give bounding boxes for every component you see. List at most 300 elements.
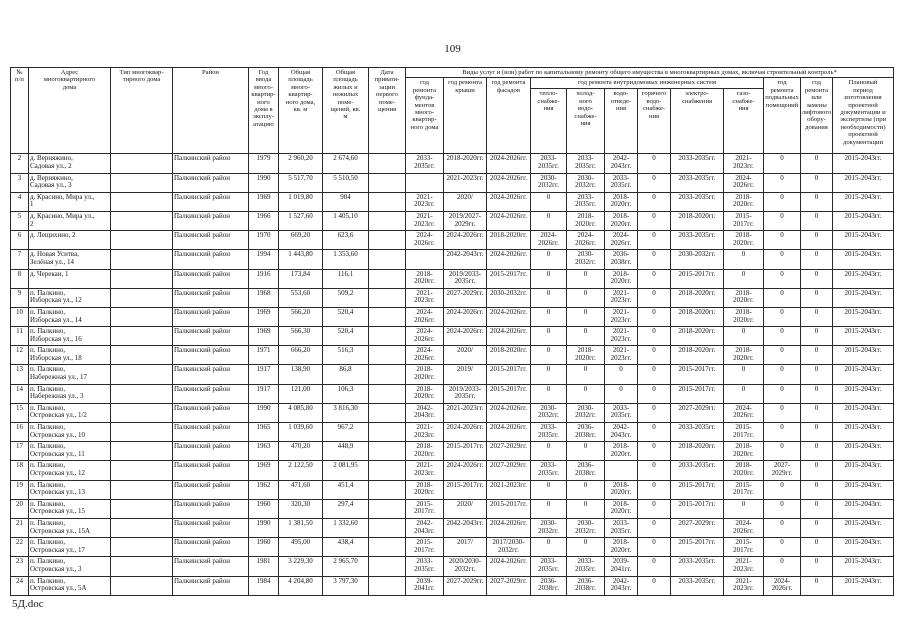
cell-cold-water-repair: 2018-2020гг. — [567, 211, 605, 230]
cell-facade-repair: 2015-2017гг. — [487, 269, 531, 288]
cell-number: 5 — [11, 211, 29, 230]
cell-address: д. Верняжино, Садовая ул., 3 — [29, 173, 111, 192]
cell-gas-repair: 2018-2020гг. — [724, 307, 764, 326]
cell-gas-repair: 2024-2026гг. — [724, 173, 764, 192]
cell-basement-repair: 2024-2026гг. — [764, 576, 801, 595]
cell-privatization-date — [369, 307, 406, 326]
cell-drainage-repair: 2021-2023гг. — [605, 327, 638, 346]
cell-year-built: 1990 — [249, 403, 279, 422]
cell-heating-repair: 0 — [531, 192, 567, 211]
cell-district: Палкинский район — [173, 173, 249, 192]
cell-number: 23 — [11, 557, 29, 576]
cell-hot-water-repair: 0 — [638, 442, 671, 461]
cell-drainage-repair: 2042-2043гг. — [605, 423, 638, 442]
header-facade-repair: год ремонта фасадов — [487, 78, 531, 154]
cell-cold-water-repair: 0 — [567, 269, 605, 288]
cell-gas-repair: 2015-2017гг. — [724, 480, 764, 499]
cell-drainage-repair: 2018-2020гг. — [605, 442, 638, 461]
cell-basement-repair: 0 — [764, 231, 801, 250]
cell-foundation-repair: 2018-2020гг. — [406, 384, 444, 403]
cell-hot-water-repair: 0 — [638, 288, 671, 307]
cell-gas-repair: 0 — [724, 269, 764, 288]
cell-elevator-repair: 0 — [801, 423, 833, 442]
cell-design-period: 2015-2043гг. — [833, 480, 894, 499]
cell-premises-area: 623,6 — [323, 231, 369, 250]
cell-hot-water-repair: 0 — [638, 384, 671, 403]
cell-address: п. Палкино, Островская ул., 15 — [29, 499, 111, 518]
cell-cold-water-repair: 2033-2035гг. — [567, 192, 605, 211]
table-header — [11, 68, 894, 154]
cell-year-built: 1960 — [249, 499, 279, 518]
cell-elevator-repair: 0 — [801, 403, 833, 422]
cell-roof-repair: 2024-2026гг. — [444, 327, 487, 346]
cell-cold-water-repair: 2030-2032гг. — [567, 250, 605, 269]
cell-facade-repair: 2024-2026гг. — [487, 518, 531, 537]
cell-elevator-repair: 0 — [801, 231, 833, 250]
cell-gas-repair: 0 — [724, 365, 764, 384]
cell-heating-repair: 2030-2032гг. — [531, 403, 567, 422]
cell-electricity-repair: 2033-2035гг. — [671, 423, 724, 442]
file-name-footer: 5Д.doc — [12, 598, 44, 610]
cell-year-built: 1970 — [249, 231, 279, 250]
cell-basement-repair: 0 — [764, 154, 801, 173]
cell-design-period: 2015-2043гг. — [833, 346, 894, 365]
header-basement-repair: год ремонта подвальных помещений — [764, 78, 801, 154]
cell-hot-water-repair: 0 — [638, 538, 671, 557]
cell-address: п. Палкино, Изборская ул., 14 — [29, 307, 111, 326]
cell-privatization-date — [369, 576, 406, 595]
cell-drainage-repair: 2018-2020гг. — [605, 538, 638, 557]
cell-hot-water-repair: 0 — [638, 231, 671, 250]
cell-electricity-repair: 2018-2020гг. — [671, 327, 724, 346]
cell-number: 8 — [11, 269, 29, 288]
cell-basement-repair: 0 — [764, 384, 801, 403]
cell-privatization-date — [369, 557, 406, 576]
cell-building-type — [111, 154, 173, 173]
cell-heating-repair: 0 — [531, 346, 567, 365]
cell-district: Палкинский район — [173, 442, 249, 461]
cell-district: Палкинский район — [173, 518, 249, 537]
cell-drainage-repair: 2039-2041гг. — [605, 557, 638, 576]
cell-elevator-repair: 0 — [801, 538, 833, 557]
cell-premises-area: 297,4 — [323, 499, 369, 518]
cell-hot-water-repair: 0 — [638, 250, 671, 269]
cell-drainage-repair: 2033-2035гг. — [605, 403, 638, 422]
cell-elevator-repair: 0 — [801, 442, 833, 461]
cell-year-built: 1917 — [249, 384, 279, 403]
cell-foundation-repair: 2021-2023гг. — [406, 192, 444, 211]
cell-basement-repair: 0 — [764, 480, 801, 499]
cell-building-type — [111, 327, 173, 346]
cell-year-built: 1969 — [249, 307, 279, 326]
cell-design-period: 2015-2043гг. — [833, 307, 894, 326]
cell-drainage-repair: 2033-2035гг. — [605, 518, 638, 537]
table-row — [11, 423, 894, 442]
cell-address: д. Черекаи, 1 — [29, 269, 111, 288]
header-elevator-repair: год ремонта или замены лифтового обору- дования — [801, 78, 833, 154]
cell-elevator-repair: 0 — [801, 269, 833, 288]
cell-heating-repair: 2033-2035гг. — [531, 461, 567, 480]
cell-number: 4 — [11, 192, 29, 211]
cell-premises-area: 509,2 — [323, 288, 369, 307]
cell-design-period: 2015-2043гг. — [833, 211, 894, 230]
cell-roof-repair: 2019/2033-2035гг. — [444, 384, 487, 403]
cell-electricity-repair: 2018-2020гг. — [671, 288, 724, 307]
cell-foundation-repair: 2021-2023гг. — [406, 423, 444, 442]
cell-district: Палкинский район — [173, 250, 249, 269]
cell-hot-water-repair: 0 — [638, 211, 671, 230]
header-electricity: электро- снабжения — [671, 89, 724, 154]
cell-total-area: 1 039,60 — [279, 423, 323, 442]
header-drainage: водо- отведе- ния — [605, 89, 638, 154]
table-row — [11, 327, 894, 346]
cell-electricity-repair: 2015-2017гг. — [671, 365, 724, 384]
cell-heating-repair: 2030-2032гг. — [531, 173, 567, 192]
cell-building-type — [111, 403, 173, 422]
cell-electricity-repair: 2033-2035гг. — [671, 173, 724, 192]
cell-district: Палкинский район — [173, 499, 249, 518]
header-premises-area: Общая площадь жилых и нежилых поме- щений, кв. м — [323, 68, 369, 154]
cell-roof-repair: 2042-2043гг. — [444, 250, 487, 269]
cell-heating-repair: 0 — [531, 499, 567, 518]
cell-gas-repair: 0 — [724, 250, 764, 269]
cell-district: Палкинский район — [173, 307, 249, 326]
table-row — [11, 518, 894, 537]
cell-heating-repair: 2030-2032гг. — [531, 518, 567, 537]
cell-design-period: 2015-2043гг. — [833, 442, 894, 461]
cell-roof-repair: 2015-2017гг. — [444, 442, 487, 461]
cell-total-area: 320,30 — [279, 499, 323, 518]
cell-foundation-repair: 2018-2020гг. — [406, 365, 444, 384]
cell-facade-repair: 2024-2026гг. — [487, 250, 531, 269]
cell-total-area: 666,20 — [279, 346, 323, 365]
cell-design-period: 2015-2043гг. — [833, 231, 894, 250]
cell-gas-repair: 2018-2020гг. — [724, 231, 764, 250]
cell-roof-repair: 2027-2029гг. — [444, 576, 487, 595]
cell-number: 16 — [11, 423, 29, 442]
table-row — [11, 442, 894, 461]
cell-building-type — [111, 231, 173, 250]
cell-facade-repair: 2015-2017гг. — [487, 365, 531, 384]
cell-total-area: 1 443,80 — [279, 250, 323, 269]
cell-building-type — [111, 442, 173, 461]
cell-elevator-repair: 0 — [801, 346, 833, 365]
header-hot-water: горячего водо- снабже- ния — [638, 89, 671, 154]
cell-building-type — [111, 346, 173, 365]
cell-design-period: 2015-2043гг. — [833, 461, 894, 480]
cell-building-type — [111, 480, 173, 499]
cell-elevator-repair: 0 — [801, 461, 833, 480]
cell-building-type — [111, 211, 173, 230]
cell-roof-repair: 2019/ — [444, 365, 487, 384]
cell-address: п. Палкино, Островская ул., 15А — [29, 518, 111, 537]
cell-premises-area: 1 332,60 — [323, 518, 369, 537]
table-row — [11, 384, 894, 403]
table-row — [11, 403, 894, 422]
cell-privatization-date — [369, 288, 406, 307]
cell-district: Палкинский район — [173, 192, 249, 211]
cell-gas-repair: 2021-2023гг. — [724, 154, 764, 173]
cell-hot-water-repair: 0 — [638, 499, 671, 518]
cell-district: Палкинский район — [173, 269, 249, 288]
cell-foundation-repair: 2021-2023гг. — [406, 461, 444, 480]
cell-total-area: 4 204,80 — [279, 576, 323, 595]
cell-elevator-repair: 0 — [801, 173, 833, 192]
cell-elevator-repair: 0 — [801, 192, 833, 211]
header-design-period: Плановый период изготовления проектной документации и экспертизы (при необходимости) проектной документации — [833, 78, 894, 154]
cell-privatization-date — [369, 403, 406, 422]
table-row — [11, 538, 894, 557]
cell-facade-repair: 2024-2026гг. — [487, 192, 531, 211]
cell-design-period: 2015-2043гг. — [833, 288, 894, 307]
table-row — [11, 499, 894, 518]
table-row — [11, 288, 894, 307]
cell-gas-repair: 2018-2020гг. — [724, 461, 764, 480]
cell-gas-repair: 2015-2017гг. — [724, 538, 764, 557]
cell-electricity-repair: 2027-2029гг. — [671, 403, 724, 422]
table-row — [11, 211, 894, 230]
cell-number: 15 — [11, 403, 29, 422]
cell-electricity-repair: 2033-2035гг. — [671, 461, 724, 480]
cell-total-area: 669,20 — [279, 231, 323, 250]
cell-number: 24 — [11, 576, 29, 595]
cell-address: д. Верняжино, Садовая ул., 2 — [29, 154, 111, 173]
cell-district: Палкинский район — [173, 154, 249, 173]
cell-design-period: 2015-2043гг. — [833, 154, 894, 173]
cell-privatization-date — [369, 538, 406, 557]
cell-cold-water-repair: 2033-2035гг. — [567, 154, 605, 173]
cell-hot-water-repair: 0 — [638, 423, 671, 442]
cell-facade-repair: 2024-2026гг. — [487, 211, 531, 230]
cell-district: Палкинский район — [173, 461, 249, 480]
cell-facade-repair: 2027-2029гг. — [487, 461, 531, 480]
cell-foundation-repair: 2039-2041гг. — [406, 576, 444, 595]
cell-district: Палкинский район — [173, 480, 249, 499]
cell-facade-repair: 2027-2029гг. — [487, 442, 531, 461]
cell-heating-repair: 0 — [531, 250, 567, 269]
cell-roof-repair: 2027-2029гг. — [444, 288, 487, 307]
cell-design-period: 2015-2043гг. — [833, 192, 894, 211]
cell-foundation-repair: 2033-2035гг. — [406, 154, 444, 173]
cell-premises-area: 520,4 — [323, 307, 369, 326]
cell-facade-repair: 2024-2026гг. — [487, 173, 531, 192]
cell-premises-area: 2 674,60 — [323, 154, 369, 173]
cell-hot-water-repair: 0 — [638, 557, 671, 576]
cell-gas-repair: 2024-2026гг. — [724, 403, 764, 422]
cell-basement-repair: 0 — [764, 307, 801, 326]
cell-building-type — [111, 250, 173, 269]
cell-gas-repair: 2018-2020гг. — [724, 288, 764, 307]
cell-total-area: 5 517,70 — [279, 173, 323, 192]
cell-roof-repair: 2024-2026гг. — [444, 423, 487, 442]
cell-facade-repair: 2018-2020гг. — [487, 346, 531, 365]
cell-address: п. Палкино, Островская ул., 1/2 — [29, 403, 111, 422]
cell-hot-water-repair: 0 — [638, 192, 671, 211]
cell-facade-repair: 2027-2029гг. — [487, 576, 531, 595]
cell-cold-water-repair: 2030-2032гг. — [567, 403, 605, 422]
cell-electricity-repair: 2015-2017гг. — [671, 480, 724, 499]
cell-roof-repair: 2024-2026гг. — [444, 231, 487, 250]
cell-address: п. Палкино, Островская ул., 10 — [29, 423, 111, 442]
cell-basement-repair: 0 — [764, 499, 801, 518]
cell-cold-water-repair: 0 — [567, 327, 605, 346]
cell-address: п. Палкино, Изборская ул., 18 — [29, 346, 111, 365]
cell-building-type — [111, 557, 173, 576]
cell-address: п. Палкино, Изборская ул., 16 — [29, 327, 111, 346]
cell-roof-repair: 2020/2030-2032гг. — [444, 557, 487, 576]
cell-total-area: 3 229,30 — [279, 557, 323, 576]
cell-year-built: 1966 — [249, 211, 279, 230]
cell-year-built: 1969 — [249, 192, 279, 211]
cell-address: п. Палкино, Островская ул., 17 — [29, 538, 111, 557]
table-row — [11, 480, 894, 499]
cell-year-built: 1963 — [249, 442, 279, 461]
cell-design-period: 2015-2043гг. — [833, 327, 894, 346]
cell-foundation-repair: 2042-2043гг. — [406, 403, 444, 422]
cell-premises-area: 520,4 — [323, 327, 369, 346]
cell-basement-repair: 2027-2029гг. — [764, 461, 801, 480]
header-district: Район — [173, 68, 249, 154]
cell-basement-repair: 0 — [764, 250, 801, 269]
cell-drainage-repair: 2018-2020гг. — [605, 211, 638, 230]
capital-repair-table — [10, 67, 894, 596]
cell-hot-water-repair: 0 — [638, 346, 671, 365]
cell-electricity-repair: 2018-2020гг. — [671, 442, 724, 461]
cell-design-period: 2015-2043гг. — [833, 423, 894, 442]
cell-hot-water-repair: 0 — [638, 576, 671, 595]
cell-total-area: 173,84 — [279, 269, 323, 288]
cell-address: п. Палкино, Набережная ул., 3 — [29, 384, 111, 403]
table-row — [11, 173, 894, 192]
table-row — [11, 557, 894, 576]
cell-elevator-repair: 0 — [801, 250, 833, 269]
cell-privatization-date — [369, 423, 406, 442]
cell-roof-repair: 2042-2043гг. — [444, 518, 487, 537]
cell-elevator-repair: 0 — [801, 365, 833, 384]
cell-heating-repair: 0 — [531, 327, 567, 346]
cell-privatization-date — [369, 327, 406, 346]
cell-district: Палкинский район — [173, 365, 249, 384]
cell-facade-repair: 2018-2020гг. — [487, 231, 531, 250]
cell-foundation-repair: 2021-2023гг. — [406, 288, 444, 307]
cell-building-type — [111, 384, 173, 403]
header-total-area: Общая площадь много- квартир- ного дома, кв. м — [279, 68, 323, 154]
cell-facade-repair: 2024-2026гг. — [487, 154, 531, 173]
cell-number: 18 — [11, 461, 29, 480]
cell-foundation-repair: 2015-2017гг. — [406, 499, 444, 518]
cell-number: 7 — [11, 250, 29, 269]
cell-total-area: 566,20 — [279, 307, 323, 326]
cell-heating-repair: 0 — [531, 307, 567, 326]
cell-electricity-repair: 2033-2035гг. — [671, 557, 724, 576]
cell-roof-repair: 2020/ — [444, 499, 487, 518]
cell-hot-water-repair: 0 — [638, 173, 671, 192]
cell-elevator-repair: 0 — [801, 518, 833, 537]
cell-heating-repair: 0 — [531, 442, 567, 461]
cell-address: п. Палкино, Островская ул., 11 — [29, 442, 111, 461]
cell-premises-area: 1 405,10 — [323, 211, 369, 230]
cell-cold-water-repair: 0 — [567, 499, 605, 518]
cell-gas-repair: 0 — [724, 499, 764, 518]
cell-number: 22 — [11, 538, 29, 557]
cell-hot-water-repair: 0 — [638, 403, 671, 422]
header-engineering-systems: год ремонта внутридомовых инженерных систем — [531, 78, 764, 89]
cell-cold-water-repair: 0 — [567, 288, 605, 307]
cell-number: 6 — [11, 231, 29, 250]
cell-premises-area: 2 965,70 — [323, 557, 369, 576]
cell-electricity-repair: 2033-2035гг. — [671, 231, 724, 250]
cell-electricity-repair: 2033-2035гг. — [671, 576, 724, 595]
cell-hot-water-repair: 0 — [638, 365, 671, 384]
cell-cold-water-repair: 0 — [567, 365, 605, 384]
cell-building-type — [111, 288, 173, 307]
cell-building-type — [111, 365, 173, 384]
cell-design-period: 2015-2043гг. — [833, 557, 894, 576]
table-row — [11, 461, 894, 480]
cell-heating-repair: 0 — [531, 211, 567, 230]
cell-number: 20 — [11, 499, 29, 518]
cell-total-area: 121,00 — [279, 384, 323, 403]
cell-address: д. Лещихино, 2 — [29, 231, 111, 250]
cell-heating-repair: 2036-2038гг. — [531, 576, 567, 595]
cell-foundation-repair: 2024-2026гг. — [406, 231, 444, 250]
cell-total-area: 138,90 — [279, 365, 323, 384]
cell-basement-repair: 0 — [764, 192, 801, 211]
table-row — [11, 365, 894, 384]
table-row — [11, 346, 894, 365]
cell-elevator-repair: 0 — [801, 154, 833, 173]
cell-foundation-repair: 2015-2017гг. — [406, 538, 444, 557]
cell-facade-repair: 2015-2017гг. — [487, 384, 531, 403]
table-row — [11, 250, 894, 269]
cell-elevator-repair: 0 — [801, 480, 833, 499]
cell-roof-repair: 2019/2027-2029гг. — [444, 211, 487, 230]
cell-basement-repair: 0 — [764, 518, 801, 537]
cell-foundation-repair: 2042-2043гг. — [406, 518, 444, 537]
header-building-type: Тип многоквар- тирного дома — [111, 68, 173, 154]
cell-total-area: 1 527,60 — [279, 211, 323, 230]
cell-total-area: 495,00 — [279, 538, 323, 557]
cell-hot-water-repair: 0 — [638, 327, 671, 346]
cell-district: Палкинский район — [173, 576, 249, 595]
cell-number: 13 — [11, 365, 29, 384]
cell-address: п. Палкино, Изборская ул., 12 — [29, 288, 111, 307]
cell-cold-water-repair: 0 — [567, 538, 605, 557]
cell-privatization-date — [369, 154, 406, 173]
cell-facade-repair: 2024-2026гг. — [487, 423, 531, 442]
table-row — [11, 154, 894, 173]
cell-basement-repair: 0 — [764, 423, 801, 442]
cell-elevator-repair: 0 — [801, 307, 833, 326]
cell-number: 2 — [11, 154, 29, 173]
cell-building-type — [111, 461, 173, 480]
cell-premises-area: 106,3 — [323, 384, 369, 403]
header-foundation-repair: год ремонта фунда- ментов много- квартир- ного дома — [406, 78, 444, 154]
cell-gas-repair: 2018-2020гг. — [724, 442, 764, 461]
cell-year-built: 1965 — [249, 423, 279, 442]
cell-district: Палкинский район — [173, 557, 249, 576]
cell-elevator-repair: 0 — [801, 327, 833, 346]
cell-roof-repair: 2024-2026гг. — [444, 461, 487, 480]
cell-drainage-repair: 2018-2020гг. — [605, 499, 638, 518]
cell-drainage-repair: 2042-2043гг. — [605, 154, 638, 173]
cell-cold-water-repair: 0 — [567, 442, 605, 461]
cell-privatization-date — [369, 384, 406, 403]
cell-facade-repair: 2024-2026гг. — [487, 307, 531, 326]
table-row — [11, 192, 894, 211]
cell-cold-water-repair: 2033-2035гг. — [567, 557, 605, 576]
cell-privatization-date — [369, 442, 406, 461]
